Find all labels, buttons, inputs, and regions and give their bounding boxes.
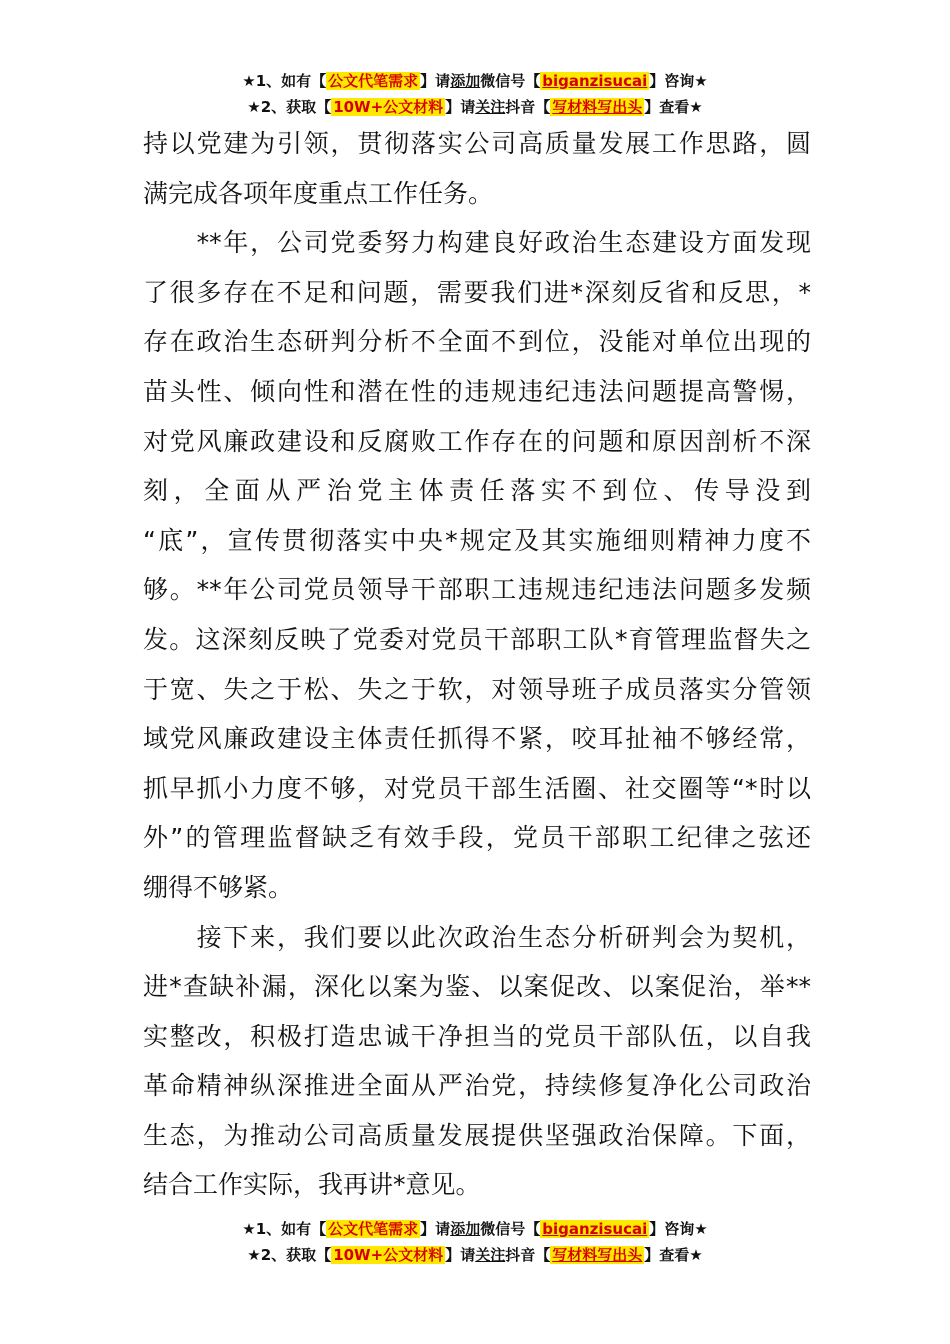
highlight-service: 公文代笔需求 bbox=[328, 72, 419, 90]
body-line: 接下来，我们要以此次政治生态分析研判会为契机， bbox=[143, 922, 811, 952]
body-line: 发。这深刻反映了党委对党员干部职工队*育管理监督失之 bbox=[143, 624, 811, 654]
body-line: “底”，宣传贯彻落实中央*规定及其实施细则精神力度不 bbox=[143, 525, 811, 555]
banner-text: 】查看★ bbox=[644, 98, 703, 116]
banner-text: 】咨询★ bbox=[649, 72, 708, 90]
body-line: 存在政治生态研判分析不全面不到位，没能对单位出现的 bbox=[143, 327, 811, 357]
banner-text: 】查看★ bbox=[644, 1246, 703, 1264]
banner-text: 】请 bbox=[445, 98, 476, 116]
body-line: 外”的管理监督缺乏有效手段，党员干部职工纪律之弦还 bbox=[143, 823, 811, 853]
banner-text: 微信号【 bbox=[480, 72, 541, 90]
body-line: 于宽、失之于松、失之于软，对领导班子成员落实分管领 bbox=[143, 674, 811, 704]
banner-text: ★2、获取【 bbox=[247, 1246, 332, 1264]
highlight-service: 公文代笔需求 bbox=[328, 1220, 419, 1238]
banner-text: 】请 bbox=[420, 1220, 451, 1238]
banner-text: ★1、如有【 bbox=[242, 72, 327, 90]
banner-text: 】咨询★ bbox=[649, 1220, 708, 1238]
banner-line-2 bbox=[0, 94, 950, 120]
body-line: 抓早抓小力度不够，对党员干部生活圈、社交圈等“*时以 bbox=[143, 773, 811, 803]
body-line: 实整改，积极打造忠诚干净担当的党员干部队伍，以自我 bbox=[143, 1021, 811, 1051]
banner-text: 微信号【 bbox=[480, 1220, 541, 1238]
banner-text: 关注 bbox=[475, 98, 506, 116]
document-body bbox=[143, 119, 811, 1210]
body-line: 苗头性、倾向性和潜在性的违规违纪违法问题提高警惕， bbox=[143, 376, 811, 406]
banner-text: 关注 bbox=[475, 1246, 506, 1264]
banner-text: 添加 bbox=[450, 72, 481, 90]
body-line: 够。**年公司党员领导干部职工违规违纪违法问题多发频 bbox=[143, 575, 811, 605]
highlight-materials: 10W+公文材料 bbox=[333, 98, 444, 116]
body-line: 对党风廉政建设和反腐败工作存在的问题和原因剖析不深 bbox=[143, 426, 811, 456]
body-line: 绷得不够紧。 bbox=[143, 872, 294, 902]
body-line: 生态，为推动公司高质量发展提供坚强政治保障。下面， bbox=[143, 1120, 811, 1150]
body-line: 进*查缺补漏，深化以案为鉴、以案促改、以案促治，举** bbox=[143, 972, 811, 1002]
body-line: 满完成各项年度重点工作任务。 bbox=[143, 178, 494, 208]
top-banner bbox=[0, 68, 950, 120]
douyin-account-link[interactable]: 写材料写出头 bbox=[552, 1246, 643, 1264]
bottom-banner bbox=[0, 1216, 950, 1268]
banner-line-2 bbox=[0, 1242, 950, 1268]
body-line: **年，公司党委努力构建良好政治生态建设方面发现 bbox=[143, 228, 811, 258]
wechat-id-link[interactable]: biganzisucai bbox=[542, 72, 648, 90]
wechat-id-link[interactable]: biganzisucai bbox=[542, 1220, 648, 1238]
highlight-materials: 10W+公文材料 bbox=[333, 1246, 444, 1264]
body-line: 域党风廉政建设主体责任抓得不紧，咬耳扯袖不够经常， bbox=[143, 724, 811, 754]
body-line: 革命精神纵深推进全面从严治党，持续修复净化公司政治 bbox=[143, 1071, 811, 1101]
banner-text: 抖音【 bbox=[505, 1246, 551, 1264]
banner-text: 】请 bbox=[445, 1246, 476, 1264]
body-line: 刻，全面从严治党主体责任落实不到位、传导没到 bbox=[143, 476, 811, 506]
banner-text: 添加 bbox=[450, 1220, 481, 1238]
banner-line-1 bbox=[0, 68, 950, 94]
body-line: 了很多存在不足和问题，需要我们进*深刻反省和反思，* bbox=[143, 277, 811, 307]
banner-text: 抖音【 bbox=[505, 98, 551, 116]
douyin-account-link[interactable]: 写材料写出头 bbox=[552, 98, 643, 116]
banner-text: ★1、如有【 bbox=[242, 1220, 327, 1238]
body-line: 结合工作实际，我再讲*意见。 bbox=[143, 1170, 481, 1200]
body-line: 持以党建为引领，贯彻落实公司高质量发展工作思路，圆 bbox=[143, 129, 811, 158]
banner-text: ★2、获取【 bbox=[247, 98, 332, 116]
banner-text: 】请 bbox=[420, 72, 451, 90]
banner-line-1 bbox=[0, 1216, 950, 1242]
